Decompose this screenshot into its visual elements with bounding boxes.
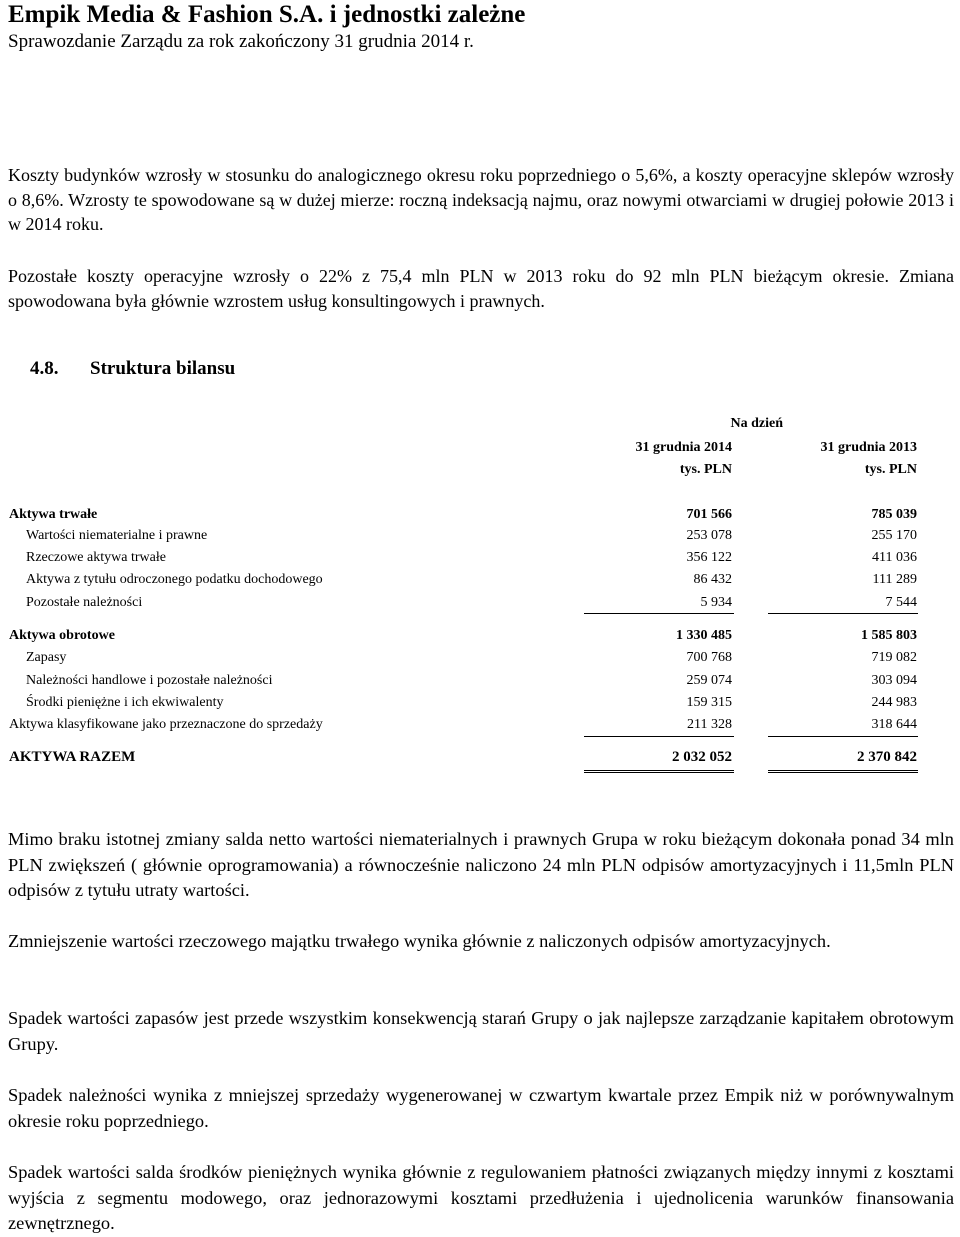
total-top-rule-2013: [768, 736, 918, 737]
row-label: Aktywa obrotowe: [9, 628, 115, 643]
body-paragraph-intangibles: Mimo braku istotnej zmiany salda netto wartości niematerialnych i prawnych Grupa w roku bieżącym dokonała ponad 34 mln PLN zwiększeń ( głównie oprogramowania) a równocześnie naliczono 24 mln PLN odpisów amortyzacyjnych i 11,5mln PLN odpisów z tytułu utraty wartości.: [8, 829, 954, 900]
value-2014: 259 074: [686, 673, 732, 688]
section-heading: [30, 358, 235, 380]
table-row: [0, 528, 960, 548]
company-title: Empik Media & Fashion S.A. i jednostki zależne: [8, 1, 526, 28]
value-2014: 86 432: [693, 572, 732, 587]
col-2013-unit: tys. PLN: [864, 462, 917, 477]
table-row: [0, 628, 960, 648]
value-2013: 111 289: [872, 572, 917, 587]
total-top-rule-2014: [584, 736, 734, 737]
intro-paragraph-costs: Koszty budynków wzrosły w stosunku do analogicznego okresu roku poprzedniego o 5,6%, a koszty operacyjne sklepów wzrosły o 8,6%. Wzrosty te spowodowane są w dużej mierze: roczną indeksacją najmu, oraz nowymi otwarciami w drugiej połowie 2013 i w 2014 roku.: [8, 165, 954, 234]
subtotal-rule-2014: [584, 613, 734, 614]
col-2014-unit: tys. PLN: [679, 462, 732, 477]
value-2013: 244 983: [871, 695, 917, 710]
total-double-rule-2014: [584, 770, 734, 773]
value-2014: 356 122: [686, 550, 732, 565]
section-number: 4.8.: [30, 358, 59, 379]
intro-paragraph-other-costs: Pozostałe koszty operacyjne wzrosły o 22% z 75,4 mln PLN w 2013 roku do 92 mln PLN bieżącym okresie. Zmiana spowodowana była głównie wzrostem usług konsultingowych i prawnych.: [8, 266, 954, 311]
value-2013: 785 039: [871, 507, 917, 522]
table-row: [0, 507, 960, 527]
body-paragraph-cash: Spadek wartości salda środków pieniężnych wynika głównie z regulowaniem płatności związanych między innymi z kosztami wyjścia z segmentu modowego, oraz jednorazowymi kosztami przedłużenia i ujednolicenia warunków finansowania zewnętrznego.: [8, 1162, 954, 1233]
table-row: [0, 550, 960, 570]
value-2013: 719 082: [871, 650, 917, 665]
report-header: [8, 0, 525, 54]
value-2014: 2 032 052: [672, 749, 732, 765]
col-2013-date: 31 grudnia 2013: [820, 440, 917, 455]
value-2014: 701 566: [686, 507, 732, 522]
value-2013: 411 036: [872, 550, 917, 565]
table-row: [0, 695, 960, 715]
value-2014: 211 328: [687, 717, 732, 732]
value-2013: 303 094: [871, 673, 917, 688]
table-row: [0, 572, 960, 592]
table-row-total: [0, 749, 960, 769]
table-header-group: Na dzień: [730, 416, 783, 431]
report-subtitle: Sprawozdanie Zarządu za rok zakończony 31 grudnia 2014 r.: [8, 31, 474, 52]
row-label: Wartości niematerialne i prawne: [26, 528, 208, 543]
row-label: Rzeczowe aktywa trwałe: [26, 550, 166, 565]
row-label: Zapasy: [26, 650, 67, 665]
value-2014: 1 330 485: [676, 628, 732, 643]
value-2013: 1 585 803: [861, 628, 917, 643]
body-paragraph-fixed-assets: Zmniejszenie wartości rzeczowego majątku trwałego wynika głównie z naliczonych odpisów amortyzacyjnych.: [8, 931, 831, 951]
body-paragraph-inventory: Spadek wartości zapasów jest przede wszystkim konsekwencją starań Grupy o jak najlepsze zarządzanie kapitałem obrotowym Grupy.: [8, 1008, 954, 1054]
subtotal-rule-2013: [768, 613, 918, 614]
row-label: Aktywa trwałe: [9, 507, 98, 522]
body-paragraph-receivables: Spadek należności wynika z mniejszej sprzedaży wygenerowanej w czwartym kwartale przez Empik niż w porównywalnym okresie roku poprzedniego.: [8, 1085, 954, 1131]
row-label: Pozostałe należności: [26, 595, 143, 610]
table-row: [0, 595, 960, 615]
table-row: [0, 717, 960, 737]
table-row: [0, 650, 960, 670]
table-row: [0, 673, 960, 693]
row-label: Aktywa klasyfikowane jako przeznaczone do sprzedaży: [9, 717, 323, 732]
row-label: Środki pieniężne i ich ekwiwalenty: [26, 695, 224, 710]
value-2014: 253 078: [686, 528, 732, 543]
value-2013: 318 644: [871, 717, 917, 732]
value-2014: 5 934: [700, 595, 732, 610]
total-double-rule-2013: [768, 770, 918, 773]
row-label: AKTYWA RAZEM: [9, 749, 136, 765]
value-2014: 700 768: [686, 650, 732, 665]
row-label: Należności handlowe i pozostałe należności: [26, 673, 273, 688]
section-title: Struktura bilansu: [90, 358, 236, 379]
col-2014-date: 31 grudnia 2014: [635, 440, 732, 455]
value-2013: 2 370 842: [857, 749, 917, 765]
value-2013: 255 170: [871, 528, 917, 543]
row-label: Aktywa z tytułu odroczonego podatku dochodowego: [26, 572, 323, 587]
value-2014: 159 315: [686, 695, 732, 710]
value-2013: 7 544: [885, 595, 917, 610]
